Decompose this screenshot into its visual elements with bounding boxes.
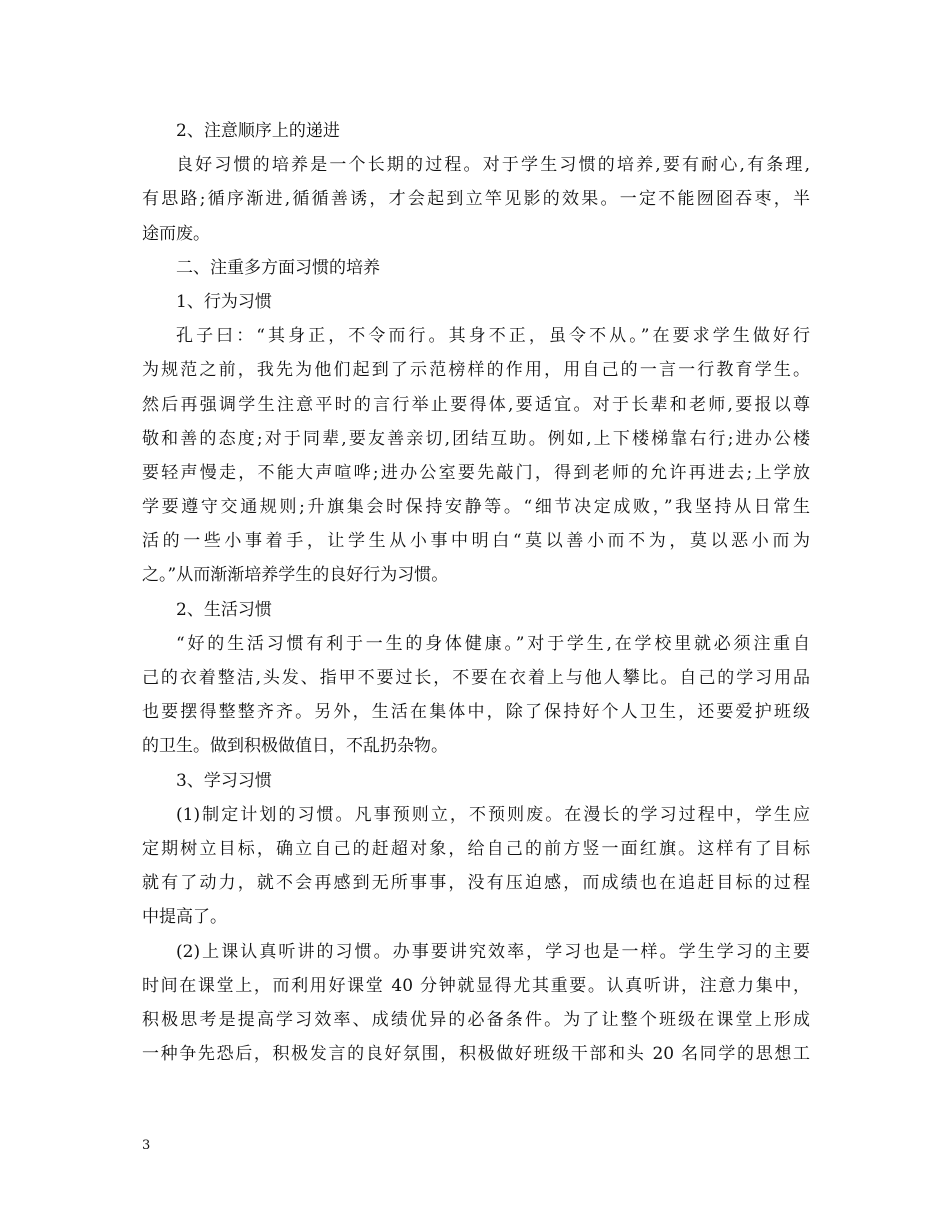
- text-line: 定期树立目标，确立自己的赶超对象，给自己的前方竖一面红旗。这样有了目标: [142, 838, 810, 859]
- text-line: 的卫生。做到积极做值日，不乱扔杂物。: [142, 736, 448, 757]
- text-line: 学要遵守交通规则;升旗集会时保持安静等。“细节决定成败，”我坚持从日常生: [142, 497, 810, 518]
- text-line: 之。”从而渐渐培养学生的良好行为习惯。: [142, 565, 449, 586]
- page-number: 3: [142, 1138, 151, 1153]
- text-line: 1、行为习惯: [176, 291, 272, 312]
- text-line: 孔子曰：“其身正，不令而行。其身不正，虽令不从。”在要求学生做好行: [176, 326, 810, 347]
- text-line: (1)制定计划的习惯。凡事预则立，不预则废。在漫长的学习过程中，学生应: [176, 804, 810, 825]
- text-line: “好的生活习惯有利于一生的身体健康。”对于学生,在学校里就必须注重自: [176, 633, 810, 654]
- text-line: (2)上课认真听讲的习惯。办事要讲究效率，学习也是一样。学生学习的主要: [176, 941, 810, 962]
- text-line: 己的衣着整洁,头发、指甲不要过长，不要在衣着上与他人攀比。自己的学习用品: [142, 668, 810, 688]
- text-line: 要轻声慢走，不能大声喧哗;进办公室要先敲门，得到老师的允许再进去;上学放: [142, 462, 810, 483]
- text-line: 3、学习习惯: [176, 770, 272, 791]
- text-line: 2、生活习惯: [176, 599, 272, 620]
- text-line: 中提高了。: [142, 907, 227, 928]
- text-line: 就有了动力，就不会再感到无所事事，没有压迫感，而成绩也在追赶目标的过程: [142, 873, 810, 894]
- text-line: 途而废。: [142, 223, 210, 244]
- text-line: 二、注重多方面习惯的培养: [176, 257, 380, 278]
- text-line: 有思路;循序渐进,循循善诱，才会起到立竿见影的效果。一定不能囫囵吞枣，半: [142, 189, 810, 210]
- text-line: 为规范之前，我先为他们起到了示范榜样的作用，用自己的一言一行教育学生。: [142, 360, 810, 381]
- text-line: 积极思考是提高学习效率、成绩优异的必备条件。为了让整个班级在课堂上形成: [142, 1009, 810, 1030]
- text-line: 活的一些小事着手，让学生从小事中明白“莫以善小而不为，莫以恶小而为: [142, 531, 810, 552]
- text-line: 也要摆得整整齐齐。另外，生活在集体中，除了保持好个人卫生，还要爱护班级: [142, 702, 810, 723]
- text-line: 然后再强调学生注意平时的言行举止要得体,要适宜。对于长辈和老师,要报以尊: [142, 394, 810, 415]
- text-line: 2、注意顺序上的递进: [176, 121, 340, 141]
- text-line: 时间在课堂上，而利用好课堂 40 分钟就显得尤其重要。认真听讲，注意力集中，: [142, 975, 810, 996]
- text-line: 一种争先恐后，积极发言的良好氛围，积极做好班级干部和头 20 名同学的思想工: [142, 1044, 810, 1065]
- text-line: 良好习惯的培养是一个长期的过程。对于学生习惯的培养,要有耐心,有条理,: [176, 155, 810, 176]
- body-text: [142, 114, 810, 1071]
- text-line: 敬和善的态度;对于同辈,要友善亲切,团结互助。例如,上下楼梯靠右行;进办公楼: [142, 428, 810, 449]
